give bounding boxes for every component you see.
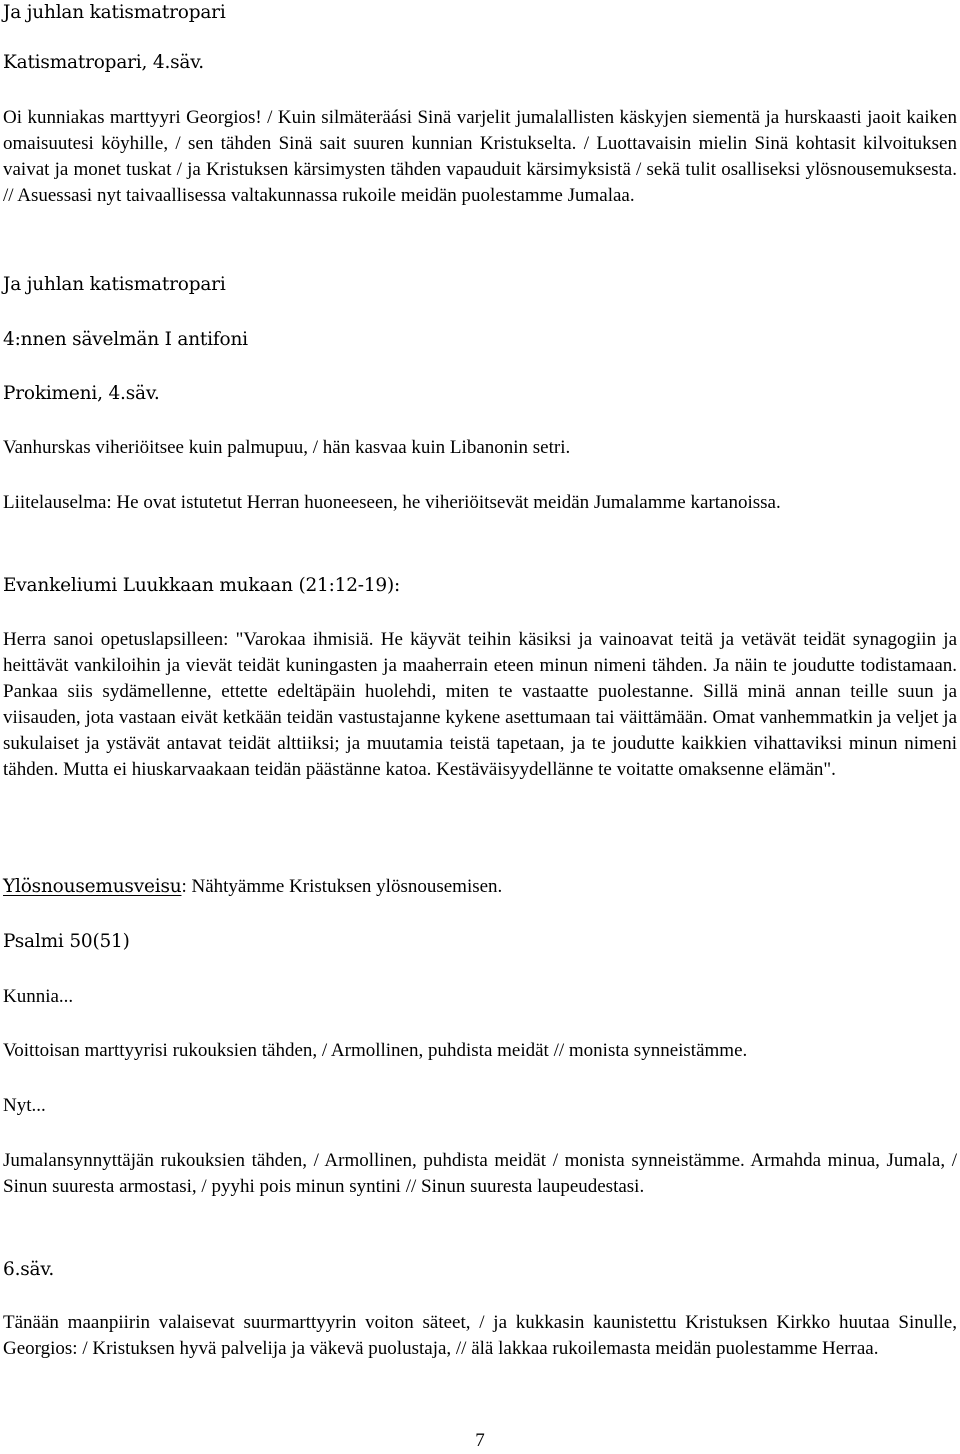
resurrection-hymn-label: Ylösnousemusveisu bbox=[3, 876, 182, 897]
martyr-prayer-paragraph: Voittoisan marttyyrisi rukouksien tähden, / Armollinen, puhdista meidät // monista synneistämme. bbox=[3, 1040, 748, 1061]
resurrection-hymn-line bbox=[3, 874, 957, 900]
heading-gospel: Evankeliumi Luukkaan mukaan (21:12-19): bbox=[3, 575, 401, 596]
gospel-paragraph: Herra sanoi opetuslapsilleen: "Varokaa ihmisiä. He käyvät teihin käsiksi ja vainoavat teitä ja vetävät teidät synagogiin ja heittävät vankiloihin ja vievät teidät kuningasten ja maaherrain eteen minun nimeni tähden. Ja näin te joudutte todistamaan. Pankaa siis sydämellenne, ettette edeltäpäin huolehdi, miten te vastaatte puolestanne. Sillä minä annan teille suun ja viisauden, jota vastaan eivät ketkään teidän vastustajanne kykene asettumaan tai väittämään. Omat vanhemmatkin ja veljet ja sukulaiset ja ystävät antavat teidät alttiiksi; ja muutamia teistä tapetaan, ja te joudutte kaikkien vihattaviksi minun nimeni tähden. Mutta ei hiuskarvaakaan teidän päästänne katoa. Kestäväisyydellänne te voitatte omaksenne elämän". bbox=[3, 629, 957, 780]
heading-katismatropari-1: Ja juhlan katismatropari bbox=[3, 2, 226, 23]
verse-paragraph: Liitelauselma: He ovat istutetut Herran huoneeseen, he viheriöitsevät meidän Jumalamme kartanoissa. bbox=[3, 492, 781, 513]
sticheron-paragraph: Tänään maanpiirin valaisevat suurmarttyyrin voiton säteet, / ja kukkasin kaunistettu Kristuksen Kirkko huutaa Sinulle, Georgios: / Kristuksen hyvä palvelija ja väkevä puolustaja, // älä lakkaa rukoilemasta meidän puolestamme Herraa. bbox=[3, 1312, 957, 1359]
troparion-paragraph: Oi kunniakas marttyyri Georgios! / Kuin silmäteräási Sinä varjelit jumalallisten käskyjen siementä ja hurskaasti jaoit kaiken omaisuutesi köyhille, / sen tähden Sinä sait suuren kunnian Kristukselta. / Luottavaisin mielin Sinä kohtasit kilvoituksen vaivat ja monet tuskat / ja Kristuksen kärsimysten tähden vapauduit kärsimyksistä / sekä tulit osalliseksi ylösnousemuksesta. // Asuessasi nyt taivaallisessa valtakunnassa rukoile meidän puolestamme Jumalaa. bbox=[3, 107, 957, 206]
theotokos-prayer-paragraph: Jumalansynnyttäjän rukouksien tähden, / Armollinen, puhdista meidät / monista synneistämme. Armahda minua, Jumala, / Sinun suuresta armostasi, / pyyhi pois minun syntini // Sinun suuresta laupeudestasi. bbox=[3, 1150, 957, 1197]
page-number: 7 bbox=[475, 1430, 485, 1451]
glory-line: Kunnia... bbox=[3, 986, 74, 1007]
heading-tone-six: 6.säv. bbox=[3, 1259, 55, 1280]
prokeimenon-paragraph: Vanhurskas viheriöitsee kuin palmupuu, / hän kasvaa kuin Libanonin setri. bbox=[3, 437, 571, 458]
heading-prokeimenon: Prokimeni, 4.säv. bbox=[3, 383, 160, 404]
resurrection-hymn-text: : Nähtyämme Kristuksen ylösnousemisen. bbox=[181, 876, 503, 897]
heading-psalm: Psalmi 50(51) bbox=[3, 931, 130, 952]
heading-antiphon: 4:nnen sävelmän I antifoni bbox=[3, 329, 248, 350]
heading-katismatropari-2: Ja juhlan katismatropari bbox=[3, 274, 226, 295]
heading-katismatropari-tone: Katismatropari, 4.säv. bbox=[3, 52, 204, 73]
now-line: Nyt... bbox=[3, 1095, 46, 1116]
